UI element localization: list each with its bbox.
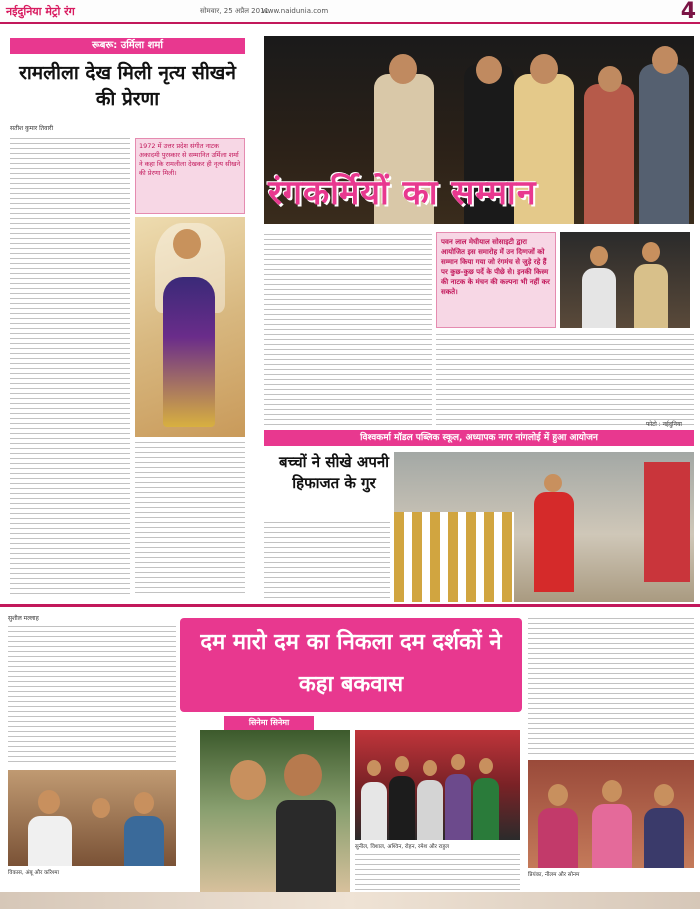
face-shape [654, 784, 674, 806]
shirt-shape [644, 808, 684, 868]
school-headline: बच्चों ने सीखे अपनी हिफाजत के गुर [278, 453, 390, 492]
person-shape [389, 776, 415, 840]
face-shape [284, 754, 322, 796]
shirt-shape [538, 808, 578, 868]
person-head [652, 46, 678, 74]
face-shape [548, 784, 568, 806]
stage-body-text [264, 232, 432, 426]
face-shape [642, 242, 660, 262]
cinema-left-text [8, 624, 176, 766]
person-head [389, 54, 417, 84]
face-shape [395, 756, 409, 772]
person-shape [639, 64, 689, 224]
face-shape [230, 760, 266, 800]
award-photo [560, 232, 690, 328]
group-caption: सुनील, विशाल, अश्विन, रोहन, रमेश और राहुल [355, 844, 449, 850]
school-story-bar: विश्वकर्मा मॉडल पब्लिक स्कूल, अध्यापक नगर नांगलोई में हुआ आयोजन [264, 430, 694, 446]
dancer-head [173, 229, 201, 259]
masthead [0, 0, 700, 24]
audience-photo-right [528, 760, 694, 868]
footer-strip [0, 892, 700, 909]
page-number: 4 [680, 0, 696, 24]
person-shape [473, 778, 499, 840]
school-body-text [264, 520, 390, 600]
stage-pull-quote: पवन लाल मेघीयाल सोसाइटी द्वारा आयोजित इस समारोह में उन दिग्गजों को सम्मान किया गया जो रंगमंच से जुड़े रहे हैं पर कुछ-कुछ पर्दे के पीछे से। इनकी किस्म की नाटक के मंचन की कल्पना भी नहीं कर सकते। [436, 232, 556, 328]
cinema-headline: दम मारो दम का निकला दम दर्शकों ने कहा बकवास [180, 618, 522, 712]
shirt-shape [582, 268, 616, 328]
audience-photo-left [8, 770, 176, 866]
group-photo [355, 730, 520, 840]
photo-credit: फोटो : नईदुनिया [646, 421, 682, 428]
trainer-shape [534, 492, 574, 592]
byline-bar: रूबरू: उर्मिला शर्मा [10, 38, 245, 54]
person-shape [417, 780, 443, 840]
right-photo-caption: प्रियंका, नीलम और सोनम [528, 872, 580, 878]
cinema-right-text [528, 616, 694, 756]
movie-poster-photo [200, 730, 350, 909]
face-shape [134, 792, 154, 814]
students-shape [394, 512, 514, 602]
cinema-tag: सिनेमा सिनेमा [224, 716, 314, 730]
face-shape [423, 760, 437, 776]
person-shape [445, 774, 471, 840]
left-photo-caption: विकास, अंबू और करिश्मा [8, 870, 60, 876]
site-url[interactable]: www.naidunia.com [262, 7, 329, 15]
newspaper-brand: नईदुनिया मेट्रो रंग [6, 5, 75, 18]
person-head [476, 56, 502, 84]
face-shape [92, 798, 110, 818]
pull-quote: 1972 में उत्तर प्रदेश संगीत नाटक अकादमी पुरस्कार से सम्मानित उर्मिला शर्मा ने कहा कि रामलीला देखकर ही नृत्य सीखने की प्रेरणा मिली। [135, 138, 245, 214]
banner-shape [644, 462, 690, 582]
left-headline: रामलीला देख मिली नृत्य सीखने की प्रेरणा [19, 62, 236, 110]
shirt-shape [592, 804, 632, 868]
person-head [530, 54, 558, 84]
dancer-photo [135, 217, 245, 437]
face-shape [451, 754, 465, 770]
stage-headline: रंगकर्मियों का सम्मान [268, 173, 537, 213]
person-head [598, 66, 622, 92]
left-body-text [10, 136, 130, 596]
face-shape [590, 246, 608, 266]
author-name: सतीश कुमार तिवारी [10, 125, 54, 132]
school-photo [394, 452, 694, 602]
shirt-shape [634, 264, 668, 328]
face-shape [479, 758, 493, 774]
face-shape [602, 780, 622, 802]
shirt-shape [28, 816, 72, 866]
section-divider [0, 604, 700, 607]
issue-date: सोमवार, 25 अप्रैल 2011 [200, 7, 269, 15]
dancer-costume [163, 277, 215, 427]
person-shape [584, 84, 634, 224]
cinema-center-text [355, 852, 520, 892]
face-shape [367, 760, 381, 776]
stage-body-text-2 [436, 332, 694, 426]
left-author: सुशील मल्लाह [8, 615, 39, 622]
left-body-text-2 [135, 440, 245, 596]
face-shape [38, 790, 60, 814]
person-shape [361, 782, 387, 840]
shirt-shape [124, 816, 164, 866]
trainer-head [544, 474, 562, 492]
